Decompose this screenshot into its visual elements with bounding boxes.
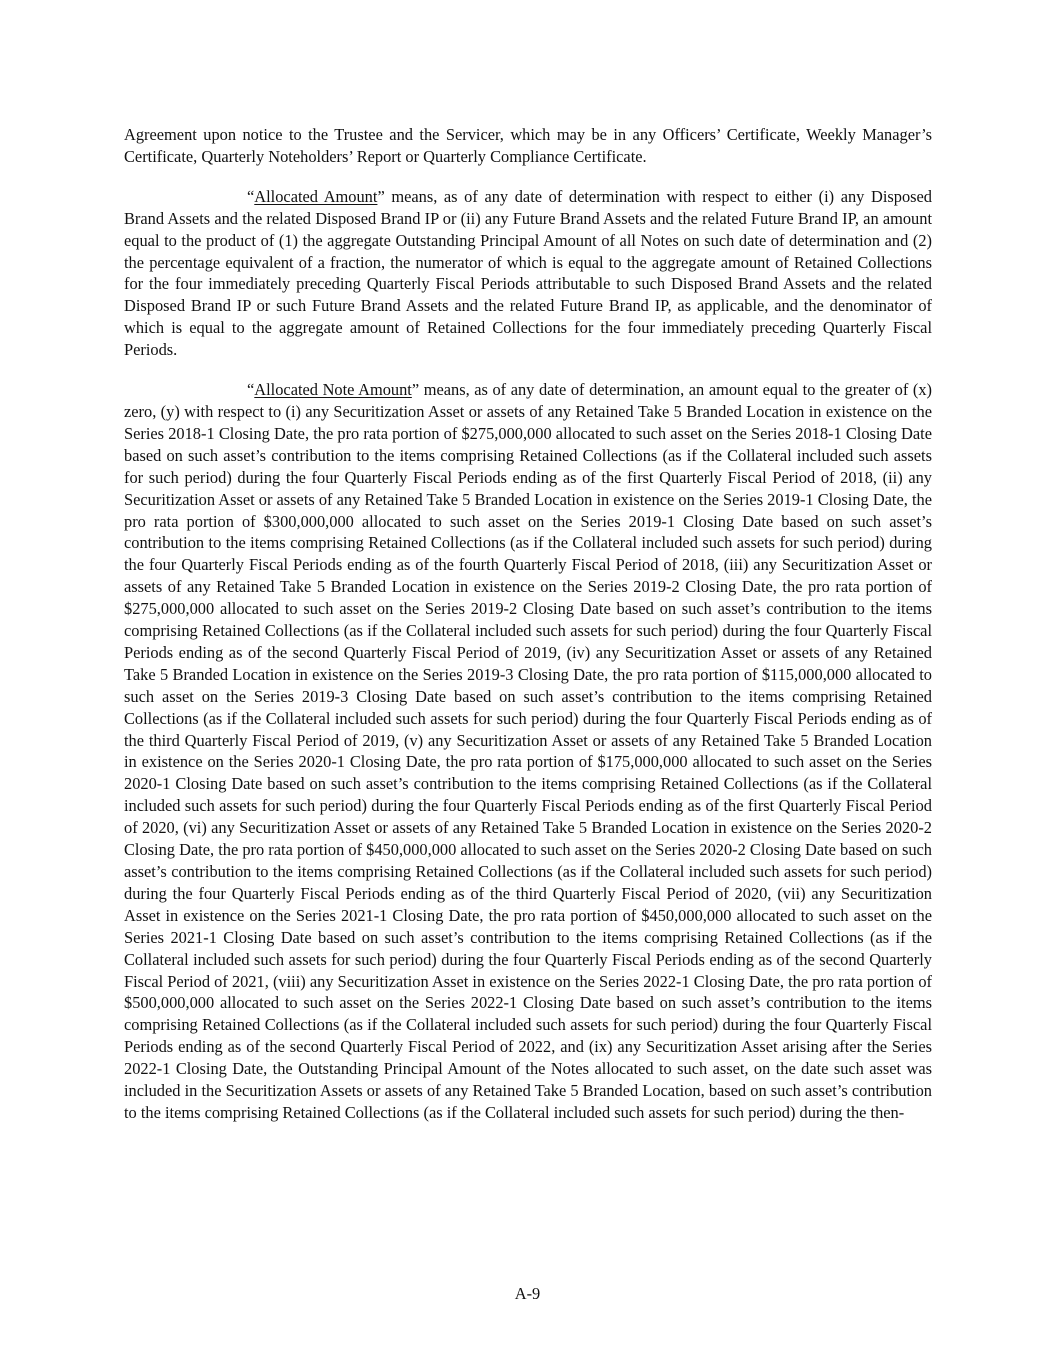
open-quote: “ <box>247 380 255 400</box>
open-quote: “ <box>247 186 255 206</box>
definition-body: ” means, as of any date of determination, an amount equal to the greater of (x) zero, (y) with respect to (i) any Securitization Asset or assets of any Retained Take 5 Branded Location in existence on the Series 2018-1 Closing Date, the pro rata portion of $275,000,000 allocated to such asset on the Series 2018-1 Closing Date based on such asset’s contribution to the items comprising Retained Collections (as if the Collateral included such assets for such period) during the four Quarterly Fiscal Periods ending as of the first Quarterly Fiscal Period of 2018, (ii) any Securitization Asset or assets of any Retained Take 5 Branded Location in existence on the Series 2019-1 Closing Date, the pro rata portion of $300,000,000 allocated to such asset on the Series 2019-1 Closing Date based on such asset’s contribution to the items comprising Retained Collections (as if the Collateral included such assets for such period) during the four Quarterly Fiscal Periods ending as of the fourth Quarterly Fiscal Period of 2018, (iii) any Securitization Asset or assets of any Retained Take 5 Branded Location in existence on the Series 2019-2 Closing Date, the pro rata portion of $275,000,000 allocated to such asset on the Series 2019-2 Closing Date based on such asset’s contribution to the items comprising Retained Collections (as if the Collateral included such assets for such period) during the four Quarterly Fiscal Periods ending as of the second Quarterly Fiscal Period of 2019, (iv) any Securitization Asset or assets of any Retained Take 5 Branded Location in existence on the Series 2019-3 Closing Date, the pro rata portion of $115,000,000 allocated to such asset on the Series 2019-3 Closing Date based on such asset’s contribution to the items comprising Retained Collections (as if the Collateral included such assets for such period) during the four Quarterly Fiscal Periods ending as of the third Quarterly Fiscal Period of 2019, (v) any Securitization Asset or assets of any Retained Take 5 Branded Location in existence on the Series 2020-1 Closing Date, the pro rata portion of $175,000,000 allocated to such asset on the Series 2020-1 Closing Date based on such asset’s contribution to the items comprising Retained Collections (as if the Collateral included such assets for such period) during the four Quarterly Fiscal Periods ending as of the first Quarterly Fiscal Period of 2020, (vi) any Securitization Asset or assets of any Retained Take 5 Branded Location in existence on the Series 2020-2 Closing Date, the pro rata portion of $450,000,000 allocated to such asset on the Series 2020-2 Closing Date based on such asset’s contribution to the items comprising Retained Collections (as if the Collateral included such assets for such period) during the four Quarterly Fiscal Periods ending as of the third Quarterly Fiscal Period of 2020, (vii) any Securitization Asset in existence on the Series 2021-1 Closing Date, the pro rata portion of $450,000,000 allocated to such asset on the Series 2021-1 Closing Date based on such asset’s contribution to the items comprising Retained Collections (as if the Collateral included such assets for such period) during the four Quarterly Fiscal Periods ending as of the second Quarterly Fiscal Period of 2021, (viii) any Securitization Asset in existence on the Series 2022-1 Closing Date, the pro rata portion of $500,000,000 allocated to such asset on the Series 2022-1 Closing Date based on such asset’s contribution to the items comprising Retained Collections (as if the Collateral included such assets for such period) during the four Quarterly Fiscal Periods ending as of the second Quarterly Fiscal Period of 2022, and (ix) any Securitization Asset arising after the Series 2022-1 Closing Date, the Outstanding Principal Amount of the Notes allocated to such asset, on the date such asset was included in the Securitization Assets or assets of any Retained Take 5 Branded Location, based on such asset’s contribution to the items comprising Retained Collections (as if the Collateral included such assets for such period) during the then- <box>124 380 933 1122</box>
defined-term-allocated-note-amount: Allocated Note Amount <box>254 380 412 400</box>
definition-allocated-note-amount <box>124 379 932 1124</box>
continuation-paragraph: Agreement upon notice to the Trustee and the Servicer, which may be in any Officers’ Certificate, Weekly Manager’s Certificate, Quarterly Noteholders’ Report or Quarterly Compliance Certificate. <box>124 125 932 166</box>
document-page <box>124 124 932 1142</box>
page-number: A-9 <box>514 1284 541 1303</box>
defined-term-allocated-amount: Allocated Amount <box>254 186 378 206</box>
definition-allocated-amount <box>124 186 932 361</box>
definition-body: ” means, as of any date of determination with respect to either (i) any Disposed Brand Assets and the related Disposed Brand IP or (ii) any Future Brand Assets and the related Future Brand IP, an amount equal to the product of (1) the aggregate Outstanding Principal Amount of all Notes on such date of determination and (2) the percentage equivalent of a fraction, the numerator of which is equal to the aggregate amount of Retained Collections for the four immediately preceding Quarterly Fiscal Periods attributable to such Disposed Brand Assets and the related Disposed Brand IP or such Future Brand Assets and the related Future Brand IP, as applicable, and the denominator of which is equal to the aggregate amount of Retained Collections for the four immediately preceding Quarterly Fiscal Periods. <box>124 186 932 360</box>
